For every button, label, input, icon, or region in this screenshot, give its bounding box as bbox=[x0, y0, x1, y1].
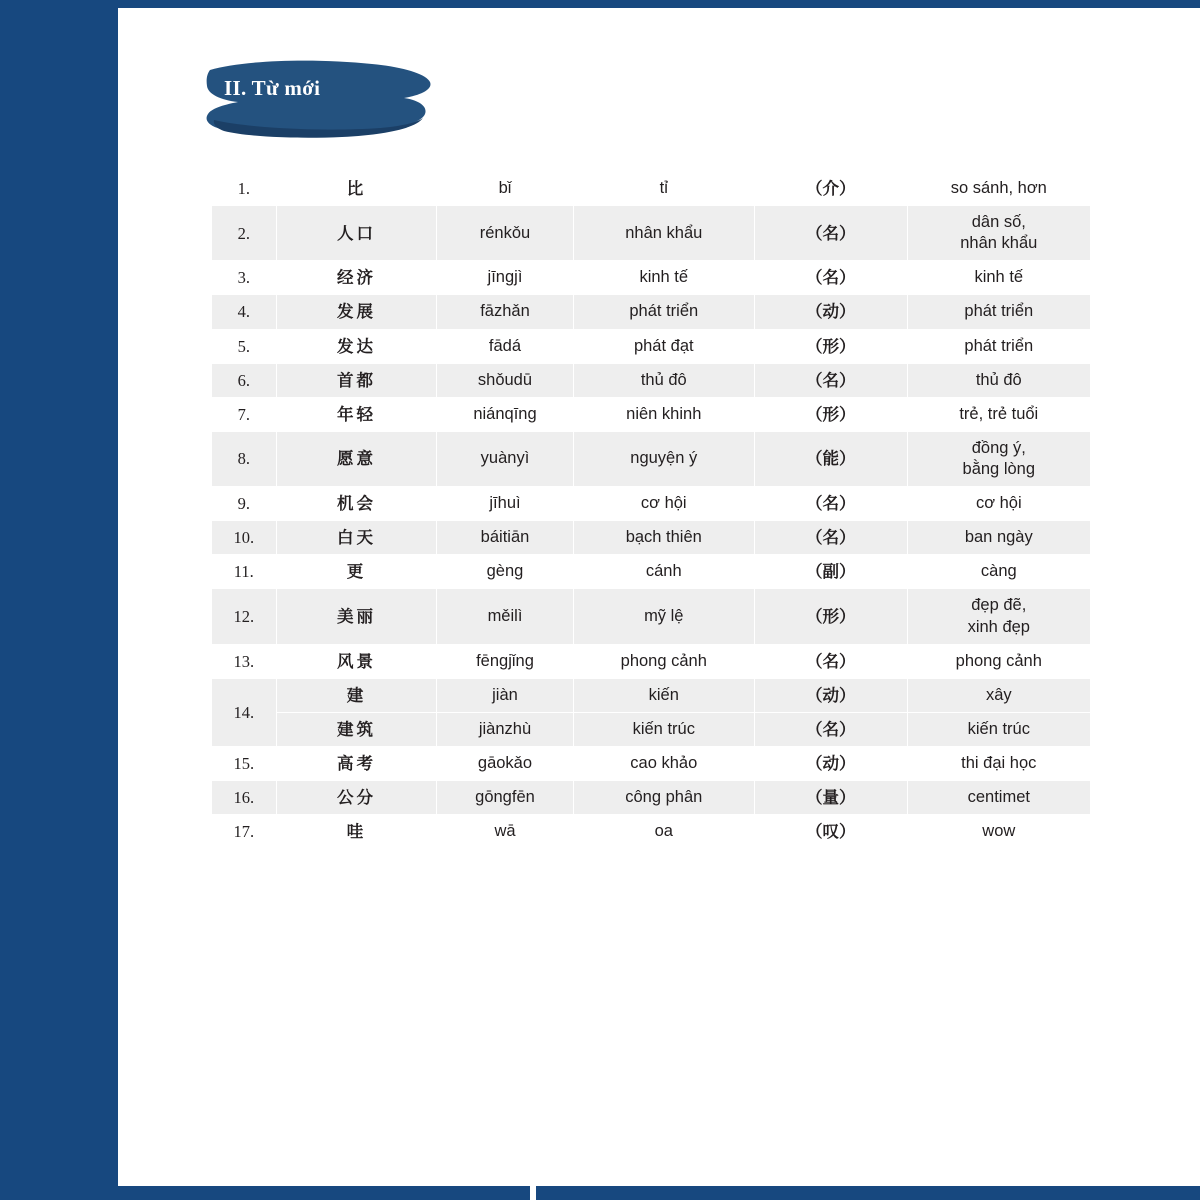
row-pinyin: rénkǒu bbox=[437, 206, 573, 261]
row-pinyin: gāokǎo bbox=[437, 746, 573, 780]
row-wordtype: （介） bbox=[754, 172, 907, 206]
row-wordtype: （动） bbox=[754, 746, 907, 780]
row-hanzi: 白天 bbox=[276, 521, 437, 555]
row-meaning: phát triển bbox=[907, 329, 1090, 363]
table-row bbox=[212, 555, 1091, 589]
row-wordtype: （名） bbox=[754, 712, 907, 746]
row-hanviet: phát triển bbox=[573, 295, 754, 329]
row-wordtype: （能） bbox=[754, 431, 907, 486]
page-frame-left-bar bbox=[0, 0, 118, 1200]
row-number: 17. bbox=[212, 815, 277, 849]
row-hanviet: phong cảnh bbox=[573, 644, 754, 678]
table-row bbox=[212, 329, 1091, 363]
row-hanviet: công phân bbox=[573, 781, 754, 815]
row-meaning: centimet bbox=[907, 781, 1090, 815]
vocabulary-table bbox=[211, 171, 1091, 849]
table-row bbox=[212, 521, 1091, 555]
row-meaning: càng bbox=[907, 555, 1090, 589]
row-pinyin: jiàn bbox=[437, 678, 573, 712]
row-meaning: đồng ý, bằng lòng bbox=[907, 431, 1090, 486]
row-number: 16. bbox=[212, 781, 277, 815]
row-hanzi: 美丽 bbox=[276, 589, 437, 644]
row-wordtype: （名） bbox=[754, 261, 907, 295]
row-hanzi: 高考 bbox=[276, 746, 437, 780]
row-pinyin: jiànzhù bbox=[437, 712, 573, 746]
row-hanzi: 发达 bbox=[276, 329, 437, 363]
row-pinyin: fēngjǐng bbox=[437, 644, 573, 678]
row-hanzi: 风景 bbox=[276, 644, 437, 678]
row-meaning: cơ hội bbox=[907, 487, 1090, 521]
row-pinyin: wā bbox=[437, 815, 573, 849]
row-meaning: xây bbox=[907, 678, 1090, 712]
table-row bbox=[212, 781, 1091, 815]
table-row bbox=[212, 206, 1091, 261]
row-number: 14. bbox=[212, 678, 277, 746]
table-row bbox=[212, 644, 1091, 678]
row-meaning: thi đại học bbox=[907, 746, 1090, 780]
table-row bbox=[212, 746, 1091, 780]
row-hanzi: 更 bbox=[276, 555, 437, 589]
row-pinyin: jīhuì bbox=[437, 487, 573, 521]
page-frame-top-bar bbox=[118, 0, 1200, 8]
table-row bbox=[212, 261, 1091, 295]
row-wordtype: （形） bbox=[754, 397, 907, 431]
page-content bbox=[118, 8, 1200, 1186]
table-row bbox=[212, 172, 1091, 206]
table-row bbox=[212, 589, 1091, 644]
row-hanviet: tỉ bbox=[573, 172, 754, 206]
row-pinyin: niánqīng bbox=[437, 397, 573, 431]
row-number: 15. bbox=[212, 746, 277, 780]
vocabulary-table-body bbox=[212, 172, 1091, 849]
row-hanviet: kiến bbox=[573, 678, 754, 712]
row-meaning: kiến trúc bbox=[907, 712, 1090, 746]
row-hanzi: 经济 bbox=[276, 261, 437, 295]
row-meaning: thủ đô bbox=[907, 363, 1090, 397]
row-hanviet: cao khảo bbox=[573, 746, 754, 780]
row-hanzi: 年轻 bbox=[276, 397, 437, 431]
table-row bbox=[212, 397, 1091, 431]
row-number: 9. bbox=[212, 487, 277, 521]
table-row bbox=[212, 431, 1091, 486]
row-wordtype: （名） bbox=[754, 206, 907, 261]
row-pinyin: shǒudū bbox=[437, 363, 573, 397]
row-hanzi: 建筑 bbox=[276, 712, 437, 746]
table-row bbox=[212, 815, 1091, 849]
row-hanviet: cánh bbox=[573, 555, 754, 589]
row-number: 7. bbox=[212, 397, 277, 431]
row-wordtype: （副） bbox=[754, 555, 907, 589]
page-frame-bottom-bar-right bbox=[536, 1186, 1200, 1200]
row-pinyin: gōngfēn bbox=[437, 781, 573, 815]
row-wordtype: （名） bbox=[754, 487, 907, 521]
table-row bbox=[212, 363, 1091, 397]
row-wordtype: （动） bbox=[754, 678, 907, 712]
table-row-grouped-second bbox=[212, 712, 1091, 746]
row-pinyin: bǐ bbox=[437, 172, 573, 206]
row-hanzi: 哇 bbox=[276, 815, 437, 849]
row-hanzi: 发展 bbox=[276, 295, 437, 329]
row-meaning: phong cảnh bbox=[907, 644, 1090, 678]
row-number: 2. bbox=[212, 206, 277, 261]
row-pinyin: yuànyì bbox=[437, 431, 573, 486]
row-hanzi: 机会 bbox=[276, 487, 437, 521]
row-pinyin: báitiān bbox=[437, 521, 573, 555]
section-heading-label: II. Từ mới bbox=[224, 76, 321, 100]
table-row bbox=[212, 295, 1091, 329]
row-hanviet: kiến trúc bbox=[573, 712, 754, 746]
row-pinyin: jīngjì bbox=[437, 261, 573, 295]
row-number: 3. bbox=[212, 261, 277, 295]
row-meaning: so sánh, hơn bbox=[907, 172, 1090, 206]
row-meaning: trẻ, trẻ tuổi bbox=[907, 397, 1090, 431]
row-meaning: wow bbox=[907, 815, 1090, 849]
row-hanviet: kinh tế bbox=[573, 261, 754, 295]
row-hanviet: nhân khẩu bbox=[573, 206, 754, 261]
row-hanviet: mỹ lệ bbox=[573, 589, 754, 644]
row-hanviet: nguyện ý bbox=[573, 431, 754, 486]
row-hanviet: thủ đô bbox=[573, 363, 754, 397]
row-meaning: ban ngày bbox=[907, 521, 1090, 555]
row-hanzi: 比 bbox=[276, 172, 437, 206]
row-pinyin: fāzhǎn bbox=[437, 295, 573, 329]
row-meaning: dân số, nhân khẩu bbox=[907, 206, 1090, 261]
page-frame-bottom-bar-left bbox=[118, 1186, 530, 1200]
row-pinyin: gèng bbox=[437, 555, 573, 589]
row-hanzi: 首都 bbox=[276, 363, 437, 397]
row-number: 8. bbox=[212, 431, 277, 486]
row-hanviet: oa bbox=[573, 815, 754, 849]
row-hanzi: 人口 bbox=[276, 206, 437, 261]
row-hanviet: cơ hội bbox=[573, 487, 754, 521]
row-wordtype: （名） bbox=[754, 521, 907, 555]
row-wordtype: （量） bbox=[754, 781, 907, 815]
row-wordtype: （形） bbox=[754, 329, 907, 363]
section-heading bbox=[204, 56, 434, 140]
row-hanviet: bạch thiên bbox=[573, 521, 754, 555]
row-number: 11. bbox=[212, 555, 277, 589]
row-hanzi: 建 bbox=[276, 678, 437, 712]
row-pinyin: měilì bbox=[437, 589, 573, 644]
row-number: 5. bbox=[212, 329, 277, 363]
row-number: 1. bbox=[212, 172, 277, 206]
row-number: 6. bbox=[212, 363, 277, 397]
row-number: 13. bbox=[212, 644, 277, 678]
row-meaning: đẹp đẽ, xinh đẹp bbox=[907, 589, 1090, 644]
row-number: 10. bbox=[212, 521, 277, 555]
row-hanviet: niên khinh bbox=[573, 397, 754, 431]
row-hanviet: phát đạt bbox=[573, 329, 754, 363]
table-row bbox=[212, 487, 1091, 521]
row-hanzi: 愿意 bbox=[276, 431, 437, 486]
row-wordtype: （动） bbox=[754, 295, 907, 329]
table-row-grouped-first bbox=[212, 678, 1091, 712]
row-wordtype: （名） bbox=[754, 363, 907, 397]
row-number: 12. bbox=[212, 589, 277, 644]
row-wordtype: （叹） bbox=[754, 815, 907, 849]
row-number: 4. bbox=[212, 295, 277, 329]
row-meaning: phát triển bbox=[907, 295, 1090, 329]
row-pinyin: fādá bbox=[437, 329, 573, 363]
row-wordtype: （形） bbox=[754, 589, 907, 644]
row-wordtype: （名） bbox=[754, 644, 907, 678]
row-meaning: kinh tế bbox=[907, 261, 1090, 295]
row-hanzi: 公分 bbox=[276, 781, 437, 815]
